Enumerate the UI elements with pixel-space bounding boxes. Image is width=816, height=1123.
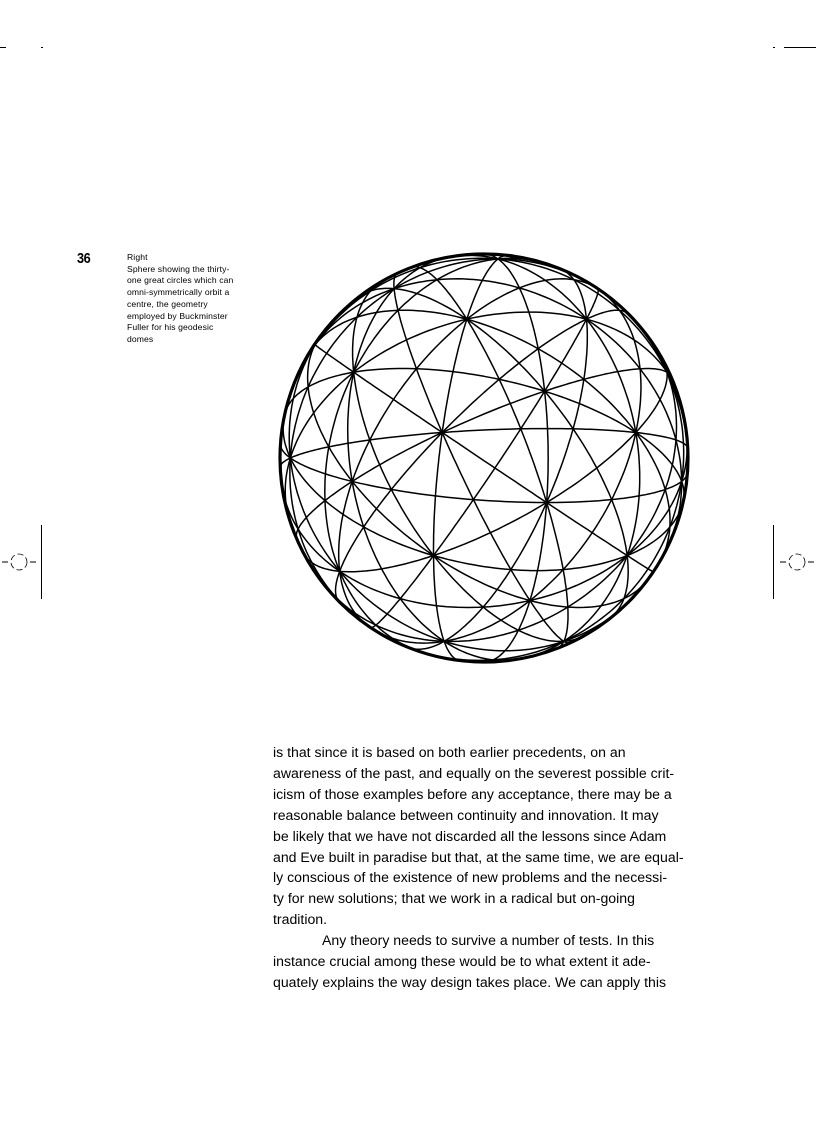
caption-line: centre, the geometry: [127, 298, 208, 309]
body-line: is that since it is based on both earlier precedents, on an: [273, 744, 626, 760]
great-circle-6: [448, 255, 640, 659]
body-line: ly conscious of the existence of new problems and the necessi-: [273, 869, 668, 886]
great-circle-2: [315, 344, 654, 571]
great-circle-18: [348, 257, 520, 661]
great-circle-28: [484, 254, 548, 662]
body-line: quately explains the way design takes place. We can apply this: [273, 973, 667, 990]
registration-mark-left: [0, 550, 40, 574]
geodesic-sphere-figure: [266, 246, 702, 674]
body-line: awareness of the past, and equally on the severest possible crit-: [273, 764, 675, 781]
crop-mark-top-left-tick: [41, 47, 43, 48]
great-circle-24: [281, 443, 688, 502]
body-line: icism of those examples before any acceptance, there may be a: [273, 785, 672, 802]
figure-caption: [127, 252, 257, 346]
body-text: [273, 742, 703, 993]
crop-mark-right-vertical: [773, 525, 774, 599]
crop-mark-left-vertical: [41, 525, 42, 599]
body-line: Any theory needs to survive a number of tests. In this: [322, 932, 655, 949]
caption-line: omni-symmetrically orbit a: [127, 287, 230, 298]
body-line: reasonable balance between continuity and innovation. It may: [273, 806, 659, 823]
great-circle-13: [280, 429, 688, 468]
crop-mark-top-right: [784, 47, 816, 48]
great-circle-29: [296, 369, 671, 541]
caption-line: Fuller for his geodesic: [127, 322, 214, 333]
page-number: 36: [77, 250, 91, 267]
caption-line: employed by Buckminster: [127, 310, 228, 321]
caption-line: Sphere showing the thirty-: [127, 263, 230, 274]
great-circle-19: [367, 278, 684, 661]
great-circle-27: [339, 279, 600, 628]
body-line: tradition.: [273, 911, 328, 928]
caption-line: one great circles which can: [127, 275, 234, 286]
crop-mark-top-left: [0, 47, 6, 48]
crop-mark-top-right-tick: [773, 47, 775, 48]
body-line: ty for new solutions; that we work in a radical but on-going: [273, 890, 635, 907]
registration-mark-right: [776, 550, 816, 574]
body-line: instance crucial among these would be to what extent it ade-: [273, 953, 651, 970]
caption-line: domes: [127, 333, 154, 344]
body-line: and Eve built in paradise but that, at the same time, we are equal-: [273, 848, 684, 865]
caption-line: Right: [127, 252, 148, 262]
body-line: be likely that we have not discarded all the lessons since Adam: [273, 827, 667, 844]
great-circle-8: [283, 414, 684, 570]
